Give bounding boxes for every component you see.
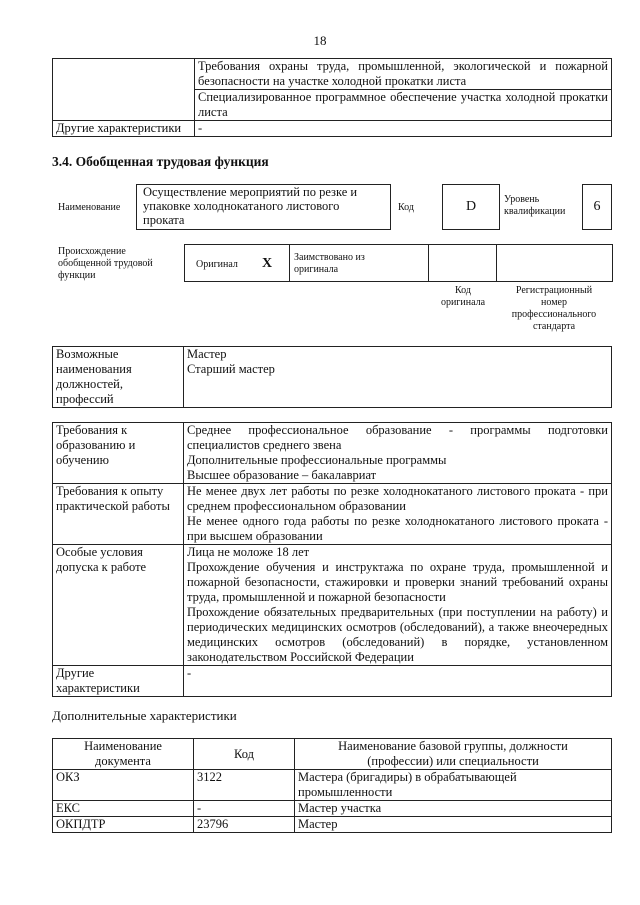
header-cell: Код [194, 739, 295, 770]
table-cell: Мастер [295, 817, 612, 833]
header-cell: Наименование документа [53, 739, 194, 770]
requirements-table [52, 422, 612, 697]
level-label: Уровень квалификации [504, 194, 566, 217]
positions-label: Возможные наименования должностей, профессий [53, 347, 184, 408]
table-row [53, 545, 612, 666]
table-cell: Мастер участка [295, 801, 612, 817]
table-row [53, 347, 612, 408]
table-row [53, 666, 612, 697]
reg-number-label: Регистрационный номер профессионального стандарта [511, 285, 597, 332]
code-value: D [442, 184, 500, 230]
table-row [53, 59, 612, 90]
table-row [53, 484, 612, 545]
table-row [53, 801, 612, 817]
code-label: Код [398, 202, 414, 213]
table-cell: 23796 [194, 817, 295, 833]
table-cell: Мастера (бригадиры) в обрабатывающей промышленности [295, 770, 612, 801]
requirement-value: Не менее двух лет работы по резке холоднокатаного листового проката - при среднем профессиональном образовании Не менее одного года работы по резке холоднокатаного листового проката - при высшем образовании [184, 484, 612, 545]
table-row [53, 121, 612, 137]
positions-value: Мастер Старший мастер [184, 347, 612, 408]
additional-table [52, 738, 612, 833]
row-value: Требования охраны труда, промышленной, экологической и пожарной безопасности на участке холодной прокатки листа [195, 59, 612, 90]
table-cell: 3122 [194, 770, 295, 801]
page-number: 18 [313, 33, 327, 48]
requirement-label: Особые условия допуска к работе [53, 545, 184, 666]
requirement-value: - [184, 666, 612, 697]
level-value: 6 [582, 184, 612, 230]
row-label [53, 59, 195, 90]
name-value: Осуществление мероприятий по резке и упаковке холоднокатаного листового проката [136, 184, 391, 230]
table-row [53, 817, 612, 833]
table-cell: ЕКС [53, 801, 194, 817]
requirement-label: Требования к образованию и обучению [53, 423, 184, 484]
additional-title: Дополнительные характеристики [52, 708, 237, 723]
requirement-value: Среднее профессиональное образование - программы подготовки специалистов среднего звена Дополнительные профессиональные программы Высшее образование – бакалавриат [184, 423, 612, 484]
row-value: Специализированное программное обеспечение участка холодной прокатки листа [195, 90, 612, 121]
table-row [53, 90, 612, 121]
origin-divider [289, 244, 290, 281]
table-cell: ОКПДТР [53, 817, 194, 833]
requirement-label: Другие характеристики [53, 666, 184, 697]
name-label: Наименование [58, 202, 121, 213]
origin-label: Происхождение обобщенной трудовой функции [58, 246, 153, 281]
requirement-value: Лица не моложе 18 лет Прохождение обучения и инструктажа по охране труда, промышленной и пожарной безопасности, стажировки и проверки знаний требований охраны труда, промышленной и пожарной безопасности Прохождение обязательных предварительных (при поступлении на работу) и периодических медицинских осмотров (обследований), а также внеочередных медицинских осмотров (обследований) в порядке, установленном законодательством Российской Федерации [184, 545, 612, 666]
table-cell: ОКЗ [53, 770, 194, 801]
original-mark: X [262, 256, 273, 271]
origin-box [184, 244, 613, 282]
borrowed-label: Заимствовано из оригинала [294, 252, 365, 275]
origin-divider [496, 244, 497, 281]
origin-code-label: Код оригинала [440, 285, 486, 308]
section-title: 3.4. Обобщенная трудовая функция [52, 154, 269, 169]
top-table [52, 58, 612, 137]
header-cell: Наименование базовой группы, должности (профессии) или специальности [295, 739, 612, 770]
table-header-row [53, 739, 612, 770]
row-label: Другие характеристики [53, 121, 195, 137]
table-row [53, 423, 612, 484]
table-cell: - [194, 801, 295, 817]
row-value: - [195, 121, 612, 137]
row-label [53, 90, 195, 121]
requirement-label: Требования к опыту практической работы [53, 484, 184, 545]
original-label: Оригинал [196, 259, 238, 270]
origin-divider [428, 244, 429, 281]
table-row [53, 770, 612, 801]
positions-table [52, 346, 612, 408]
